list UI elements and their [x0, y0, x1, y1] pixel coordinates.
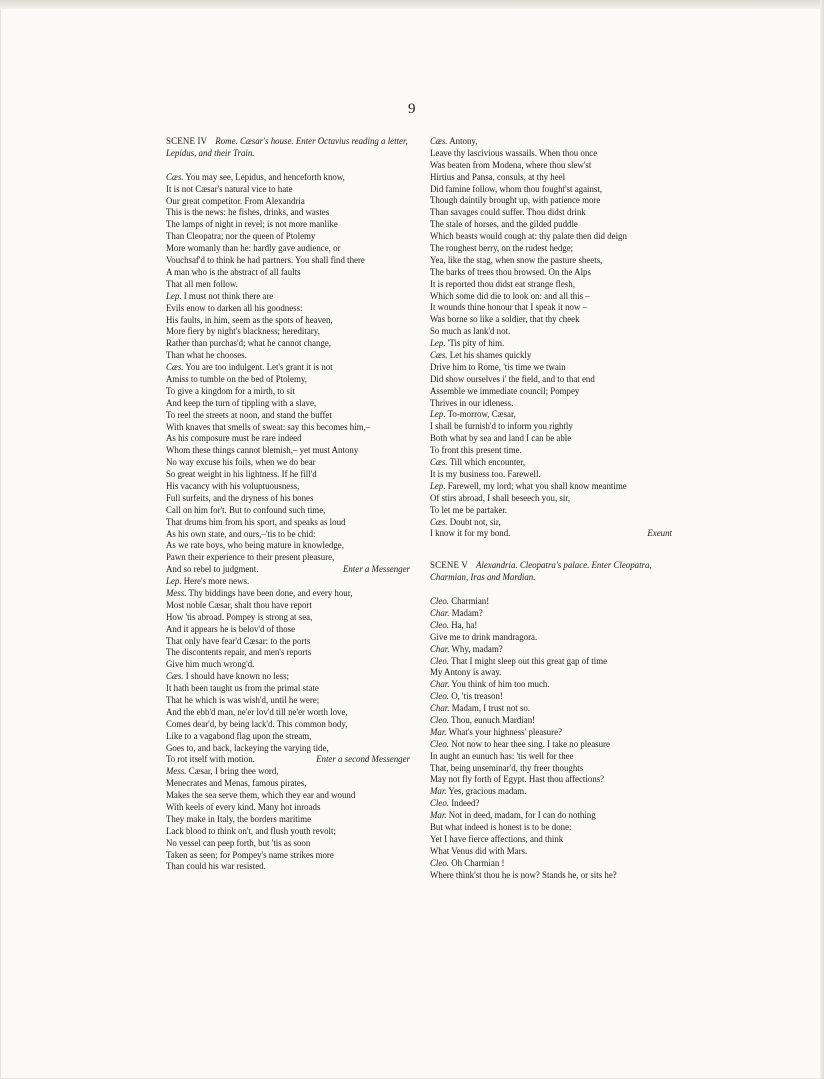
line-text: What Venus did with Mars. — [430, 845, 528, 856]
verse-line — [166, 814, 410, 826]
line-text: Like to a vagabond flag upon the stream, — [166, 730, 312, 741]
verse-line — [430, 822, 672, 834]
speaker-name: Lep. — [166, 576, 182, 587]
verse-line — [430, 421, 672, 433]
stage-direction: Enter a second Messenger — [316, 754, 410, 765]
verse-line — [166, 315, 410, 327]
verse-line — [166, 386, 410, 398]
line-text: Not now to hear thee sing. I take no pleasure — [448, 738, 610, 749]
verse-line — [430, 493, 672, 505]
verse-line — [430, 528, 672, 540]
speaker-name: Cæs. — [430, 136, 448, 146]
verse-line — [430, 207, 672, 219]
verse-line — [166, 707, 410, 719]
verse-line — [430, 481, 672, 493]
line-text: Madam? — [449, 607, 483, 618]
line-text: And keep the turn of tippling with a slave, — [166, 397, 317, 408]
line-text: And the ebb'd man, ne'er lov'd till ne'er worth love, — [166, 706, 348, 717]
verse-line — [430, 620, 672, 632]
line-text: I shall be furnish'd to inform you rightly — [430, 421, 573, 432]
verse-line — [430, 834, 672, 846]
line-text: Yes, gracious madam. — [446, 786, 527, 797]
line-text: Vouchsaf'd to think he had partners. You shall find there — [166, 255, 365, 266]
verse-line — [430, 160, 672, 172]
verse-line — [166, 850, 410, 862]
line-text: Doubt not, sir, — [447, 516, 501, 527]
line-text: Give him much wrong'd. — [166, 659, 255, 670]
line-text: To let me be partaker. — [430, 504, 508, 515]
line-text: My Antony is away. — [430, 667, 502, 678]
spacer — [430, 540, 672, 560]
verse-line — [166, 469, 410, 481]
verse-line — [430, 362, 672, 374]
verse-line — [430, 195, 672, 207]
verse-line — [430, 786, 672, 798]
page-top-edge — [0, 0, 824, 9]
verse-line — [166, 422, 410, 434]
verse-line — [166, 826, 410, 838]
verse-line — [166, 624, 410, 636]
verse-line — [430, 457, 672, 469]
right-column — [430, 136, 672, 881]
line-text: Whom these things cannot blemish,– yet must Antony — [166, 445, 359, 456]
line-text: Let his shames quickly — [447, 350, 532, 361]
verse-line — [166, 172, 410, 184]
verse-line — [166, 445, 410, 457]
verse-line — [430, 517, 672, 529]
line-text: That drums him from his sport, and speaks as loud — [166, 516, 346, 527]
verse-line — [430, 291, 672, 303]
verse-line — [430, 667, 672, 679]
speaker-name: Cleo. — [430, 738, 449, 749]
verse-line — [166, 754, 410, 766]
verse-line — [430, 679, 672, 691]
verse-line — [166, 683, 410, 695]
line-text: Menecrates and Menas, famous pirates, — [166, 778, 307, 789]
verse-line — [166, 303, 410, 315]
speaker-name: Cæs. — [166, 362, 184, 373]
line-text: His faults, in him, seem as the spots of heaven, — [166, 314, 333, 325]
line-text: To front this present time. — [430, 445, 522, 456]
speaker-name: Char. — [430, 643, 450, 654]
scene-heading — [166, 136, 410, 160]
verse-line — [430, 505, 672, 517]
line-text: With knaves that smells of sweat: say this becomes him,– — [166, 421, 371, 432]
line-text: Why, madam? — [449, 643, 503, 654]
verse-line — [430, 386, 672, 398]
line-text: Lack blood to think on't, and flush youth revolt; — [166, 825, 336, 836]
verse-line — [430, 184, 672, 196]
line-text: To rot itself with motion. — [166, 754, 255, 765]
line-text: Which beasts would cough at: thy palate then did deign — [430, 231, 627, 242]
speaker-name: Mar. — [430, 726, 447, 737]
line-text: Oh Charmian ! — [448, 857, 505, 868]
line-text: Cæsar, I bring thee word, — [186, 766, 279, 777]
verse-line — [166, 398, 410, 410]
verse-line — [430, 350, 672, 362]
verse-line — [166, 647, 410, 659]
verse-line — [166, 410, 410, 422]
verse-line — [166, 433, 410, 445]
line-text: 'Tis pity of him. — [445, 338, 505, 349]
verse-line — [166, 291, 410, 303]
line-text: Amiss to tumble on the bed of Ptolemy, — [166, 373, 307, 384]
line-text: But what indeed is honest is to be done: — [430, 822, 572, 833]
left-column — [166, 136, 410, 873]
line-text: His vacancy with his voluptuousness, — [166, 480, 300, 491]
line-text: That only have fear'd Cæsar: to the ports — [166, 635, 311, 646]
speaker-name: Lep. — [166, 290, 182, 301]
verse-line — [430, 469, 672, 481]
line-text: That he which is was wish'd, until he were; — [166, 695, 320, 705]
verse-line — [430, 656, 672, 668]
verse-line — [430, 231, 672, 243]
speaker-name: Mess. — [166, 587, 187, 598]
verse-line — [430, 596, 672, 608]
line-text: More fiery by night's blackness; hereditary, — [166, 326, 320, 337]
verse-line — [430, 715, 672, 727]
spacer — [430, 584, 672, 596]
verse-line — [430, 302, 672, 314]
speaker-name: Cæs. — [430, 350, 448, 361]
verse-line — [430, 739, 672, 751]
speaker-name: Char. — [430, 703, 450, 714]
verse-line — [166, 184, 410, 196]
verse-line — [430, 136, 672, 148]
speaker-name: Mar. — [430, 810, 447, 821]
line-text: Than what he chooses. — [166, 350, 247, 361]
line-text: And so rebel to judgment. — [166, 564, 259, 575]
stage-direction: Alexandria. Cleopatra's palace. Enter Cleopatra, Charmian, Iras and Mardian. — [430, 560, 652, 583]
line-text: Comes dear'd, by being lack'd. This common body, — [166, 718, 348, 729]
verse-line — [166, 564, 410, 576]
verse-line — [166, 196, 410, 208]
line-text: Goes to, and back, lackeying the varying tide, — [166, 742, 329, 753]
verse-line — [166, 861, 410, 873]
line-text: You are too indulgent. Let's grant it is not — [183, 362, 333, 373]
line-text: No vessel can peep forth, but 'tis as soon — [166, 837, 311, 848]
line-text: Our great competitor. From Alexandria — [166, 195, 305, 206]
verse-line — [430, 870, 672, 882]
verse-line — [430, 433, 672, 445]
line-text: Call on him for't. But to confound such time, — [166, 504, 326, 515]
line-text: The roughest berry, on the rudest hedge; — [430, 243, 574, 254]
line-text: Than Cleopatra; nor the queen of Ptolemy — [166, 231, 316, 242]
page-right-edge — [820, 0, 824, 1079]
verse-line — [430, 279, 672, 291]
speaker-name: Cleo. — [430, 715, 449, 725]
verse-line — [430, 763, 672, 775]
verse-line — [166, 600, 410, 612]
verse-line — [430, 374, 672, 386]
line-text: I must not think there are — [181, 290, 274, 301]
verse-line — [166, 231, 410, 243]
scene-label: SCENE IV — [166, 136, 208, 146]
verse-line — [166, 636, 410, 648]
line-text: Makes the sea serve them, which they ear and wound — [166, 790, 356, 801]
verse-line — [166, 326, 410, 338]
verse-line — [166, 493, 410, 505]
line-text: To give a kingdom for a mirth, to sit — [166, 385, 295, 396]
line-text: It is not Cæsar's natural vice to hate — [166, 183, 293, 194]
speaker-name: Cleo. — [430, 798, 449, 809]
verse-line — [166, 505, 410, 517]
line-text: That I might sleep out this great gap of time — [448, 655, 608, 666]
line-text: Madam, I trust not so. — [449, 703, 531, 714]
speaker-name: Char. — [430, 679, 450, 690]
line-text: In aught an eunuch has: 'tis well for thee — [430, 750, 574, 761]
speaker-name: Lep. — [430, 480, 446, 491]
verse-line — [166, 743, 410, 755]
line-text: Which some did die to look on: and all this – — [430, 290, 590, 301]
verse-line — [166, 279, 410, 291]
line-text: No way excuse his foils, when we do bear — [166, 457, 316, 468]
verse-line — [166, 350, 410, 362]
line-text: Yea, like the stag, when snow the pasture sheets, — [430, 254, 603, 265]
line-text: May not fly forth of Egypt. Hast thou affections? — [430, 774, 605, 785]
verse-line — [166, 719, 410, 731]
line-text: The lamps of night in revel; is not more manlike — [166, 219, 338, 230]
line-text: What's your highness' pleasure? — [446, 726, 562, 737]
line-text: They make in Italy, the borders maritime — [166, 813, 312, 824]
line-text: Than could his war resisted. — [166, 861, 266, 872]
line-text: It is my business too. Farewell. — [430, 468, 541, 479]
speaker-name: Cæs. — [166, 671, 184, 682]
verse-line — [166, 529, 410, 541]
line-text: Than savages could suffer. Thou didst drink — [430, 207, 586, 218]
verse-line — [430, 326, 672, 338]
verse-line — [166, 267, 410, 279]
scene-heading — [430, 560, 672, 584]
verse-line — [166, 659, 410, 671]
verse-line — [166, 338, 410, 350]
verse-line — [166, 219, 410, 231]
line-text: It hath been taught us from the primal state — [166, 683, 319, 694]
line-text: That all men follow. — [166, 278, 238, 289]
verse-line — [430, 632, 672, 644]
line-text: As his own state, and ours,–'tis to be chid: — [166, 528, 316, 539]
line-text: Both what by sea and land I can be able — [430, 433, 572, 444]
line-text: Thou, eunuch Mardian! — [448, 715, 536, 725]
speaker-name: Char. — [430, 607, 450, 618]
verse-line — [430, 445, 672, 457]
verse-line — [430, 398, 672, 410]
speaker-name: Cleo. — [430, 655, 449, 666]
verse-line — [166, 457, 410, 469]
line-text: Though daintily brought up, with patience more — [430, 195, 601, 206]
line-text: Antony, — [447, 136, 478, 146]
verse-line — [166, 481, 410, 493]
line-text: Thy biddings have been done, and every hour, — [186, 587, 353, 598]
verse-line — [166, 243, 410, 255]
line-text: Full surfeits, and the dryness of his bones — [166, 492, 314, 503]
verse-line — [430, 314, 672, 326]
line-text: As we rate boys, who being mature in knowledge, — [166, 540, 344, 551]
verse-line — [430, 219, 672, 231]
line-text: So much as lank'd not. — [430, 326, 511, 337]
line-text: Hirtius and Pansa, consuls, at thy heel — [430, 171, 566, 182]
verse-line — [166, 695, 410, 707]
line-text: Yet I have fierce affections, and think — [430, 833, 564, 844]
verse-line — [166, 766, 410, 778]
stage-direction: Enter a Messenger — [342, 564, 410, 575]
line-text: It is reported thou didst eat strange flesh, — [430, 278, 575, 289]
verse-line — [166, 207, 410, 219]
verse-line — [430, 727, 672, 739]
verse-line — [430, 255, 672, 267]
line-text: Ha, ha! — [448, 619, 478, 630]
verse-line — [430, 751, 672, 763]
verse-line — [430, 338, 672, 350]
verse-line — [166, 374, 410, 386]
line-text: To reel the streets at noon, and stand the buffet — [166, 409, 332, 420]
line-text: With keels of every kind. Many hot inroads — [166, 802, 321, 813]
line-text: You think of him too much. — [449, 679, 550, 690]
verse-line — [430, 644, 672, 656]
line-text: Was borne so like a soldier, that thy cheek — [430, 314, 580, 325]
verse-line — [166, 671, 410, 683]
stage-direction: Rome. Cæsar's house. Enter Octavius reading a letter, Lepidus, and their Train. — [166, 136, 408, 158]
verse-line — [166, 588, 410, 600]
line-text: Leave thy lascivious wassails. When thou once — [430, 147, 598, 158]
scene-label: SCENE V — [430, 560, 468, 571]
speaker-name: Cleo. — [430, 619, 449, 630]
line-text: O, 'tis treason! — [448, 691, 503, 702]
line-text: How 'tis abroad. Pompey is strong at sea, — [166, 611, 313, 622]
line-text: Thrives in our idleness. — [430, 397, 514, 408]
verse-lines — [430, 136, 672, 540]
line-text: Did show ourselves i' the field, and to that end — [430, 373, 595, 384]
line-text: Here's more news. — [181, 576, 250, 587]
line-text: The discontents repair, and men's reports — [166, 647, 312, 658]
line-text: As his composure must be rare indeed — [166, 433, 302, 444]
verse-line — [430, 858, 672, 870]
verse-lines — [430, 596, 672, 881]
line-text: Assemble we immediate council; Pompey — [430, 385, 580, 396]
line-text: Drive him to Rome, 'tis time we twain — [430, 361, 566, 372]
verse-line — [166, 255, 410, 267]
speaker-name: Cleo. — [430, 596, 449, 607]
speaker-name: Mess. — [166, 766, 187, 777]
line-text: Indeed? — [448, 798, 480, 809]
verse-line — [430, 608, 672, 620]
line-text: Taken as seen; for Pompey's name strikes more — [166, 849, 334, 860]
verse-line — [430, 810, 672, 822]
verse-line — [430, 267, 672, 279]
line-text: More womanly than he: hardly gave audience, or — [166, 243, 341, 254]
line-text: So great weight in his lightness. If he fill'd — [166, 469, 317, 480]
line-text: To-morrow, Cæsar, — [445, 409, 516, 420]
verse-line — [166, 540, 410, 552]
line-text: This is the news: he fishes, drinks, and wastes — [166, 207, 330, 218]
line-text: Till which encounter, — [447, 457, 526, 468]
verse-line — [166, 790, 410, 802]
line-text: Where think'st thou he is now? Stands he, or sits he? — [430, 869, 617, 880]
line-text: Farewell, my lord; what you shall know meantime — [445, 480, 627, 491]
verse-line — [166, 731, 410, 743]
verse-lines — [166, 172, 410, 874]
verse-line — [166, 838, 410, 850]
verse-line — [166, 362, 410, 374]
line-text: Of stirs abroad, I shall beseech you, sir, — [430, 492, 571, 503]
line-text: Pawn their experience to their present pleasure, — [166, 552, 335, 563]
verse-line — [166, 576, 410, 588]
line-text: The barks of trees thou browsed. On the Alps — [430, 266, 591, 277]
verse-line — [430, 148, 672, 160]
line-text: Evils enow to darken all his goodness: — [166, 302, 303, 313]
stage-direction: Exeunt — [647, 528, 672, 539]
line-text: I know it for my bond. — [430, 528, 511, 539]
line-text: A man who is the abstract of all faults — [166, 266, 301, 277]
speaker-name: Cleo. — [430, 857, 449, 868]
line-text: I should have known no less; — [183, 671, 290, 682]
line-text: The stale of horses, and the gilded puddle — [430, 219, 578, 230]
verse-line — [430, 846, 672, 858]
speaker-name: Cæs. — [166, 171, 184, 182]
line-text: Did famine follow, whom thou fought'st against, — [430, 183, 603, 194]
verse-line — [166, 612, 410, 624]
line-text: Most noble Cæsar, shalt thou have report — [166, 599, 312, 610]
verse-line — [430, 703, 672, 715]
speaker-name: Cleo. — [430, 691, 449, 702]
speaker-name: Lep. — [430, 409, 446, 420]
line-text: That, being unseminar'd, thy freer thoughts — [430, 762, 584, 773]
spacer — [166, 160, 410, 172]
line-text: Not in deed, madam, for I can do nothing — [446, 810, 596, 821]
verse-line — [430, 774, 672, 786]
verse-line — [166, 517, 410, 529]
verse-line — [166, 802, 410, 814]
verse-line — [430, 691, 672, 703]
verse-line — [166, 778, 410, 790]
line-text: You may see, Lepidus, and henceforth know, — [183, 171, 345, 182]
speaker-name: Mar. — [430, 786, 447, 797]
line-text: Give me to drink mandragora. — [430, 631, 538, 642]
line-text: It wounds thine honour that I speak it now – — [430, 302, 588, 313]
line-text: Charmian! — [448, 596, 490, 607]
speaker-name: Lep. — [430, 338, 446, 349]
verse-line — [430, 798, 672, 810]
verse-line — [430, 243, 672, 255]
verse-line — [430, 172, 672, 184]
speaker-name: Cæs. — [430, 457, 448, 468]
verse-line — [166, 552, 410, 564]
speaker-name: Cæs. — [430, 516, 448, 527]
page-number: 9 — [408, 101, 416, 117]
line-text: Was beaten from Modena, where thou slew'st — [430, 159, 592, 170]
line-text: And it appears he is belov'd of those — [166, 623, 296, 634]
verse-line — [430, 409, 672, 421]
line-text: Rather than purchas'd; what he cannot change, — [166, 338, 331, 349]
